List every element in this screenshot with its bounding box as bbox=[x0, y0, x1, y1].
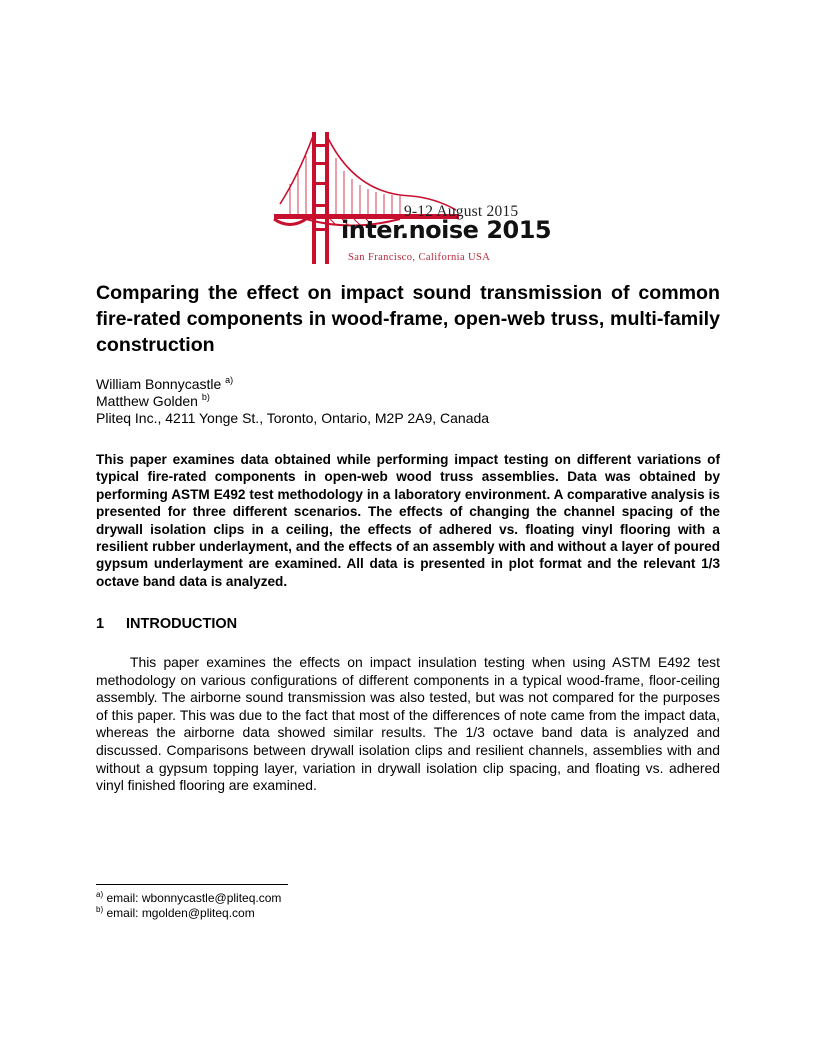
footnote-mark: b) bbox=[96, 905, 104, 914]
author-name: William Bonnycastle bbox=[96, 376, 222, 392]
author-line bbox=[96, 376, 489, 393]
footnotes bbox=[96, 891, 281, 921]
author-line bbox=[96, 393, 489, 410]
author-name: Matthew Golden bbox=[96, 393, 198, 409]
author-footnote-mark: a) bbox=[225, 375, 234, 385]
conference-date: 9-12 August 2015 bbox=[404, 203, 519, 220]
intro-paragraph: This paper examines the effects on impact insulation testing when using ASTM E492 test methodology on various configurations of different components in a typical wood-frame, floor-ceiling assembly. The airborne sound transmission was also tested, but was not compared for the purposes of this paper. This was due to the fact that most of the differences of note came from the impact data, whereas the airborne data showed similar results. The 1/3 octave band data is analyzed and discussed. Comparisons between drywall isolation clips and resilient channels, assemblies with and without a gypsum topping layer, variation in drywall isolation clip spacing, and floating vs. adhered vinyl finished flooring are examined. bbox=[96, 654, 720, 794]
affiliation: Pliteq Inc., 4211 Yonge St., Toronto, Ontario, M2P 2A9, Canada bbox=[96, 410, 490, 426]
conference-name: inter.noise 2015 bbox=[341, 216, 552, 244]
section-number: 1 bbox=[96, 616, 105, 632]
section-title: INTRODUCTION bbox=[126, 616, 238, 632]
footnote-email: email: wbonnycastle@pliteq.com bbox=[106, 891, 282, 905]
footnote-divider bbox=[96, 884, 288, 885]
footnote-email: email: mgolden@pliteq.com bbox=[106, 906, 255, 920]
conference-location: San Francisco, California USA bbox=[348, 252, 491, 263]
golden-gate-bridge-icon bbox=[270, 128, 560, 270]
paper-title: Comparing the effect on impact sound transmission of common fire-rated components in wood-frame, open-web truss, multi-family construction bbox=[96, 282, 720, 356]
section-heading bbox=[96, 616, 237, 632]
author-block bbox=[96, 376, 489, 427]
conference-logo bbox=[270, 128, 560, 270]
abstract: This paper examines data obtained while performing impact testing on different variations of typical fire-rated components in open-web wood truss assemblies. Data was obtained by performing ASTM E492 test methodology in a laboratory environment. A comparative analysis is presented for three different scenarios. The effects of changing the channel spacing of the drywall isolation clips in a ceiling, the effects of adhered vs. floating vinyl flooring with a resilient rubber underlayment, and the effects of an assembly with and without a layer of poured gypsum underlayment are examined. All data is presented in plot format and the relevant 1/3 octave band data is analyzed. bbox=[96, 452, 720, 589]
footnote bbox=[96, 891, 281, 906]
author-footnote-mark: b) bbox=[201, 392, 210, 402]
footnote bbox=[96, 906, 281, 921]
footnote-mark: a) bbox=[96, 890, 104, 899]
